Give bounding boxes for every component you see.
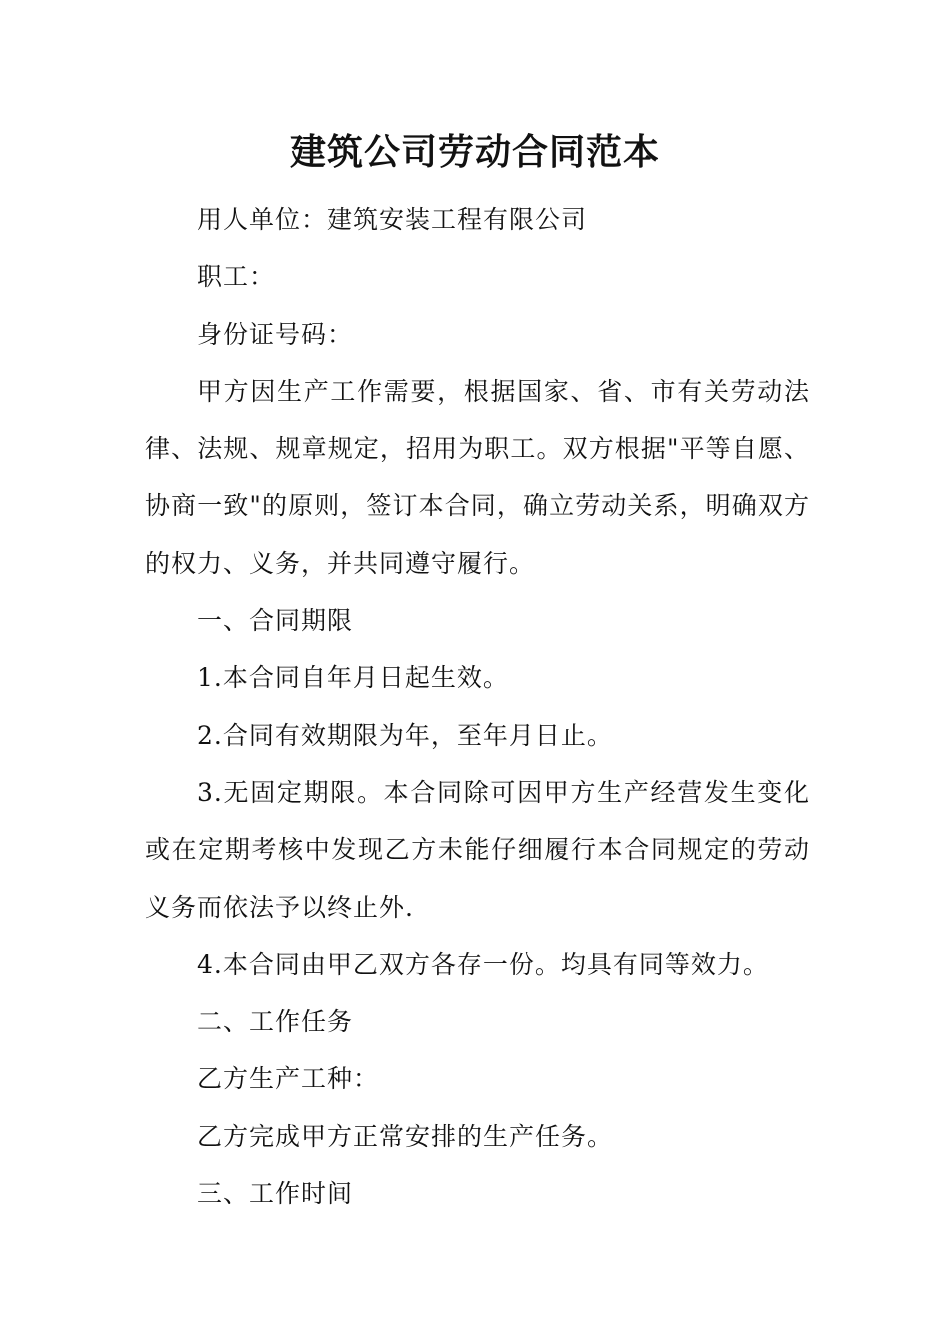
section-heading-contract-term: 一、合同期限 bbox=[197, 606, 354, 636]
clause-1-2: 2.合同有效期限为年，至年月日止。 bbox=[197, 720, 613, 750]
section-heading-work-hours: 三、工作时间 bbox=[197, 1179, 354, 1209]
document-title: 建筑公司劳动合同范本 bbox=[289, 131, 660, 173]
clause-1-1: 1.本合同自年月日起生效。 bbox=[197, 663, 509, 693]
clause-1-3: 3.无固定期限。本合同除可因甲方生产经营发生变化或在定期考核中发现乙方未能仔细履行本合同规定的劳动义务而依法予以终止外. bbox=[145, 777, 810, 922]
document-body bbox=[145, 191, 810, 1222]
clause-1-4: 4.本合同由甲乙双方各存一份。均具有同等效力。 bbox=[197, 949, 769, 979]
section-heading-work-tasks: 二、工作任务 bbox=[197, 1007, 354, 1037]
paragraph-work-type: 乙方生产工种： bbox=[197, 1064, 380, 1094]
paragraph-employee: 职工： bbox=[197, 262, 276, 292]
paragraph-preamble: 甲方因生产工作需要，根据国家、省、市有关劳动法律、法规、规章规定，招用为职工。双方根据"平等自愿、协商一致"的原则，签订本合同，确立劳动关系，明确双方的权力、义务，并共同遵守履行。 bbox=[145, 376, 810, 578]
paragraph-employer: 用人单位：建筑安装工程有限公司 bbox=[197, 205, 588, 234]
paragraph-work-duty: 乙方完成甲方正常安排的生产任务。 bbox=[197, 1121, 614, 1151]
paragraph-id-number: 身份证号码： bbox=[197, 319, 354, 349]
